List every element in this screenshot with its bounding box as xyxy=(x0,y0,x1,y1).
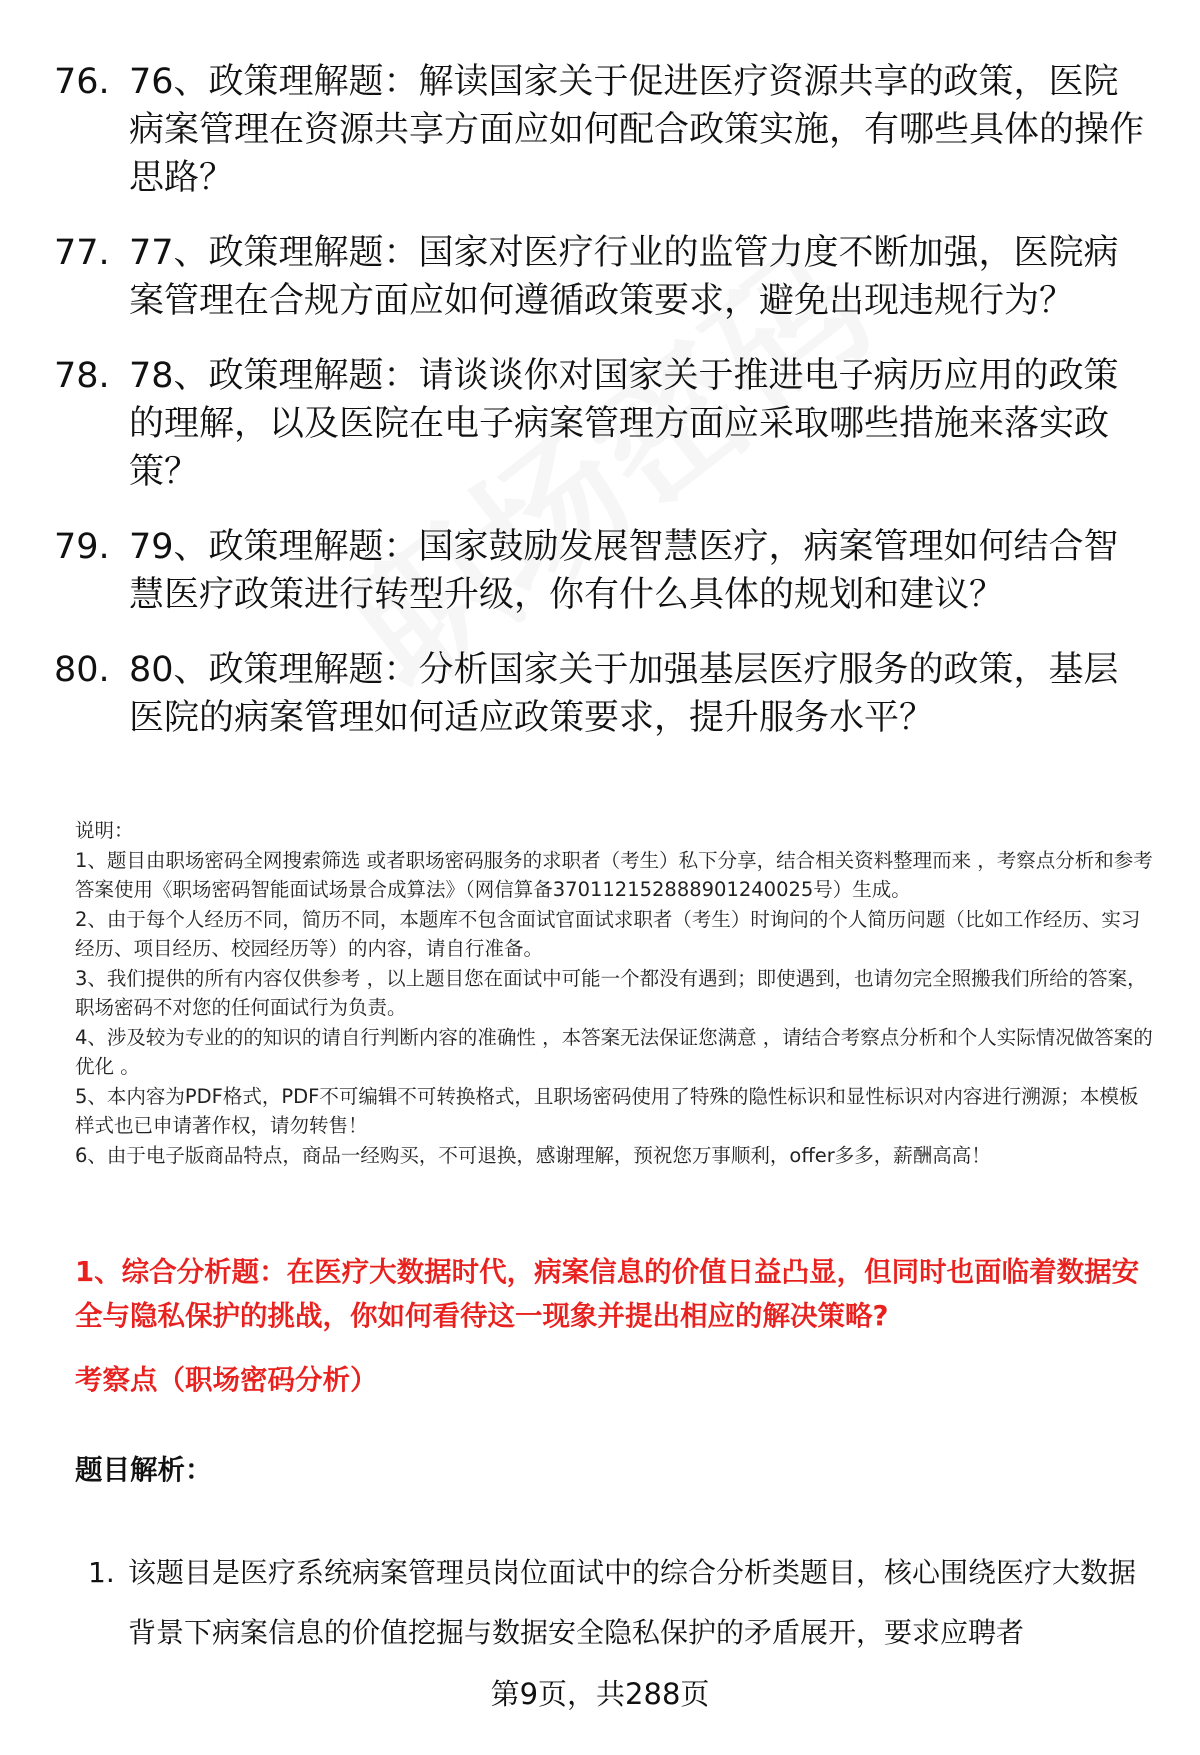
question-text: 79、政策理解题：国家鼓励发展智慧医疗，病案管理如何结合智慧医疗政策进行转型升级，你有什么具体的规划和建议？ xyxy=(129,527,1119,615)
question-number: 80. xyxy=(54,650,110,690)
question-item xyxy=(54,58,1144,202)
notes-title: 说明： xyxy=(75,819,134,842)
analysis-list xyxy=(88,1543,1158,1663)
question-item xyxy=(54,352,1144,496)
analysis-text: 该题目是医疗系统病案管理员岗位面试中的综合分析类题目，核心围绕医疗大数据背景下病案信息的价值挖掘与数据安全隐私保护的矛盾展开，要求应聘者 xyxy=(128,1556,1137,1649)
analysis-item xyxy=(88,1543,1158,1663)
question-text: 76、政策理解题：解读国家关于促进医疗资源共享的政策，医院病案管理在资源共享方面应如何配合政策实施，有哪些具体的操作思路？ xyxy=(129,62,1145,198)
analysis-number: 1. xyxy=(88,1556,115,1589)
note-item: 6、由于电子版商品特点，商品一经购买，不可退换，感谢理解，预祝您万事顺利，offer多多，薪酬高高！ xyxy=(75,1143,991,1167)
question-text: 77、政策理解题：国家对医疗行业的监管力度不断加强，医院病案管理在合规方面应如何遵循政策要求，避免出现违规行为？ xyxy=(129,233,1119,321)
note-item: 2、由于每个人经历不同，简历不同，本题库不包含面试官面试求职者（考生）时询问的个人简历问题（比如工作经历、实习经历、项目经历、校园经历等）的内容，请自行准备。 xyxy=(75,907,1141,960)
question-number: 77. xyxy=(54,233,110,273)
exam-point-heading: 考察点（职场密码分析） xyxy=(75,1364,378,1396)
analysis-heading: 题目解析： xyxy=(75,1454,213,1486)
note-item: 5、本内容为PDF格式，PDF不可编辑不可转换格式，且职场密码使用了特殊的隐性标识和显性标识对内容进行溯源；本模板样式也已申请著作权，请勿转售！ xyxy=(75,1084,1139,1137)
question-item xyxy=(54,646,1144,742)
disclaimer-notes xyxy=(75,816,1155,1170)
question-number: 79. xyxy=(54,527,110,567)
question-list xyxy=(54,58,1144,769)
note-item: 1、题目由职场密码全网搜索筛选 或者职场密码服务的求职者（考生）私下分享，结合相关资料整理而来 ，考察点分析和参考答案使用《职场密码智能面试场景合成算法》（网信算备370112152888901240025号）生成。 xyxy=(75,848,1153,901)
question-item xyxy=(54,229,1144,325)
question-item xyxy=(54,523,1144,619)
main-question-heading: 1、综合分析题：在医疗大数据时代，病案信息的价值日益凸显，但同时也面临着数据安全与隐私保护的挑战，你如何看待这一现象并提出相应的解决策略? xyxy=(75,1256,1140,1332)
note-item: 3、我们提供的所有内容仅供参考 ，以上题目您在面试中可能一个都没有遇到；即使遇到，也请勿完全照搬我们所给的答案，职场密码不对您的任何面试行为负责。 xyxy=(75,966,1147,1019)
question-text: 80、政策理解题：分析国家关于加强基层医疗服务的政策，基层医院的病案管理如何适应政策要求，提升服务水平？ xyxy=(129,650,1119,738)
page-number-footer: 第9页，共288页 xyxy=(490,1677,710,1711)
question-number: 78. xyxy=(54,356,110,396)
question-number: 76. xyxy=(54,62,110,102)
question-text: 78、政策理解题：请谈谈你对国家关于推进电子病历应用的政策的理解，以及医院在电子病案管理方面应采取哪些措施来落实政策？ xyxy=(129,356,1119,492)
note-item: 4、涉及较为专业的的知识的请自行判断内容的准确性 ，本答案无法保证您满意 ，请结合考察点分析和个人实际情况做答案的优化 。 xyxy=(75,1025,1153,1078)
